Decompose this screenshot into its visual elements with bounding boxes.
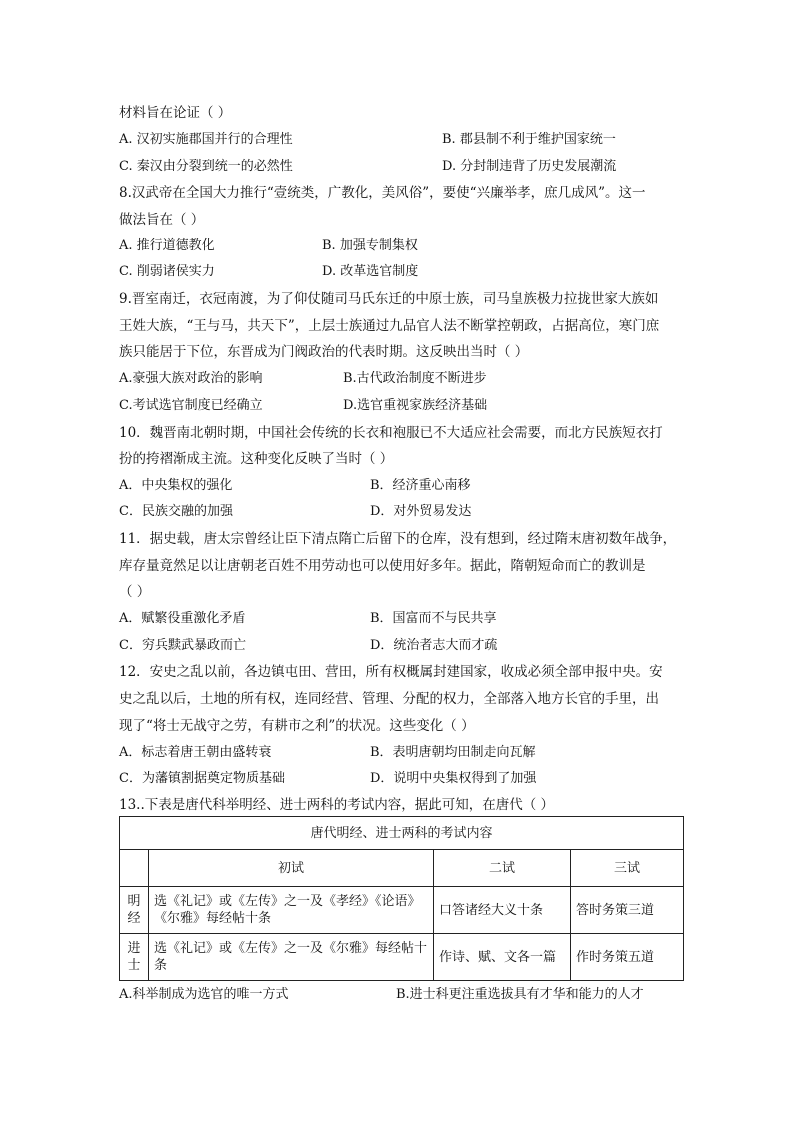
q13-stem: 13..下表是唐代科举明经、进士两科的考试内容，据此可知，在唐代（ ）: [119, 797, 555, 813]
q11-option-b: B．国富而不与民共享: [370, 611, 497, 626]
q11-option-d: D．统治者志大而才疏: [370, 638, 498, 653]
q9-stem-line1: 9.晋室南迁，衣冠南渡，为了仰仗随司马氏东迁的中原士族，司马皇族极力拉拢世家大族如: [119, 291, 659, 307]
q10-option-b: B．经济重心南移: [370, 478, 471, 493]
exam-content-table: [119, 816, 684, 981]
q8-option-d: D. 改革选官制度: [322, 264, 419, 279]
q11-stem-line1: 11．据史载，唐太宗曾经让臣下清点隋亡后留下的仓库，没有想到，经过隋末唐初数年战争，: [119, 531, 677, 547]
q11-stem-line2: 库存量竟然足以让唐朝老百姓不用劳动也可以使用好多年。据此，隋朝短命而亡的教训是: [119, 558, 646, 574]
q12-option-a: A．标志着唐王朝由盛转衰: [119, 745, 272, 760]
table-cell: 作时务策五道: [571, 934, 684, 981]
q9-option-a: A.豪强大族对政治的影响: [119, 371, 263, 386]
q7-option-d: D. 分封制违背了历史发展潮流: [442, 159, 617, 174]
table-header-third-exam: 三试: [571, 850, 684, 887]
q7-stem: 材料旨在论证（ ）: [119, 105, 232, 121]
q10-option-d: D．对外贸易发达: [370, 504, 472, 519]
table-cell: 选《礼记》或《左传》之一及《孝经》《论语》《尔雅》每经帖十条: [149, 887, 434, 934]
q9-stem-line3: 族只能居于下位，东晋成为门阀政治的代表时期。这反映出当时（ ）: [119, 344, 529, 360]
q8-stem-line2: 做法旨在（ ）: [119, 212, 205, 228]
q11-option-a: A．赋繁役重激化矛盾: [119, 611, 246, 626]
q12-stem-line1: 12．安史之乱以前，各边镇屯田、营田，所有权概属封建国家，收成必须全部申报中央。安: [119, 664, 663, 680]
table-cell: 作诗、赋、文各一篇: [434, 934, 571, 981]
q10-stem-line1: 10．魏晋南北朝时期，中国社会传统的长衣和袍服已不大适应社会需要，而北方民族短衣打: [119, 425, 663, 441]
q8-option-b: B. 加强专制集权: [322, 238, 418, 253]
table-cell: 口答诸经大义十条: [434, 887, 571, 934]
q8-option-c: C. 削弱诸侯实力: [119, 264, 215, 279]
q12-option-b: B．表明唐朝均田制走向瓦解: [370, 745, 536, 760]
q10-option-a: A．中央集权的强化: [119, 478, 233, 493]
q13-option-a: A.科举制成为选官的唯一方式: [119, 987, 289, 1002]
q8-option-a: A. 推行道德教化: [119, 238, 215, 253]
table-row-label: 进士: [120, 934, 149, 981]
table-cell: 答时务策三道: [571, 887, 684, 934]
q8-stem-line1: 8.汉武帝在全国大力推行“壹统类，广教化，美风俗”，要使“兴廉举孝，庶几成风”。这一: [119, 185, 646, 201]
q12-option-c: C．为藩镇割据奠定物质基础: [119, 771, 285, 786]
table-header-second-exam: 二试: [434, 850, 571, 887]
q9-option-d: D.选官重视家族经济基础: [343, 398, 488, 413]
q11-option-c: C．穷兵黩武暴政而亡: [119, 638, 246, 653]
q12-stem-line3: 现了“将士无战守之劳，有耕市之利”的状况。这些变化（ ）: [119, 718, 475, 734]
q7-option-a: A. 汉初实施郡国并行的合理性: [119, 132, 293, 147]
table-header-row: [120, 850, 684, 887]
q10-option-c: C．民族交融的加强: [119, 504, 233, 519]
q12-option-d: D．说明中央集权得到了加强: [370, 771, 537, 786]
q9-stem-line2: 王姓大族，“王与马，共天下”，上层士族通过九品官人法不断掌控朝政，占据高位，寒门庶: [119, 318, 660, 334]
q10-stem-line2: 扮的挎褶渐成主流。这种变化反映了当时（ ）: [119, 451, 394, 467]
q13-option-b: B.进士科更注重选拔具有才华和能力的人才: [396, 987, 644, 1002]
table-header-blank: [120, 850, 149, 887]
table-row: [120, 887, 684, 934]
table-row: [120, 934, 684, 981]
q11-stem-line3: （ ）: [119, 584, 151, 600]
q12-stem-line2: 史之乱以后，土地的所有权，连同经营、管理、分配的权力，全部落入地方长官的手里，出: [119, 691, 659, 707]
table-caption: 唐代明经、进士两科的考试内容: [120, 817, 684, 850]
q9-option-b: B.古代政治制度不断进步: [343, 371, 487, 386]
q7-option-c: C. 秦汉由分裂到统一的必然性: [119, 159, 293, 174]
q7-option-b: B. 郡县制不利于维护国家统一: [442, 132, 616, 147]
q9-option-c: C.考试选官制度已经确立: [119, 398, 263, 413]
table-cell: 选《礼记》或《左传》之一及《尔雅》每经帖十条: [149, 934, 434, 981]
table-row-label: 明经: [120, 887, 149, 934]
table-header-first-exam: 初试: [149, 850, 434, 887]
